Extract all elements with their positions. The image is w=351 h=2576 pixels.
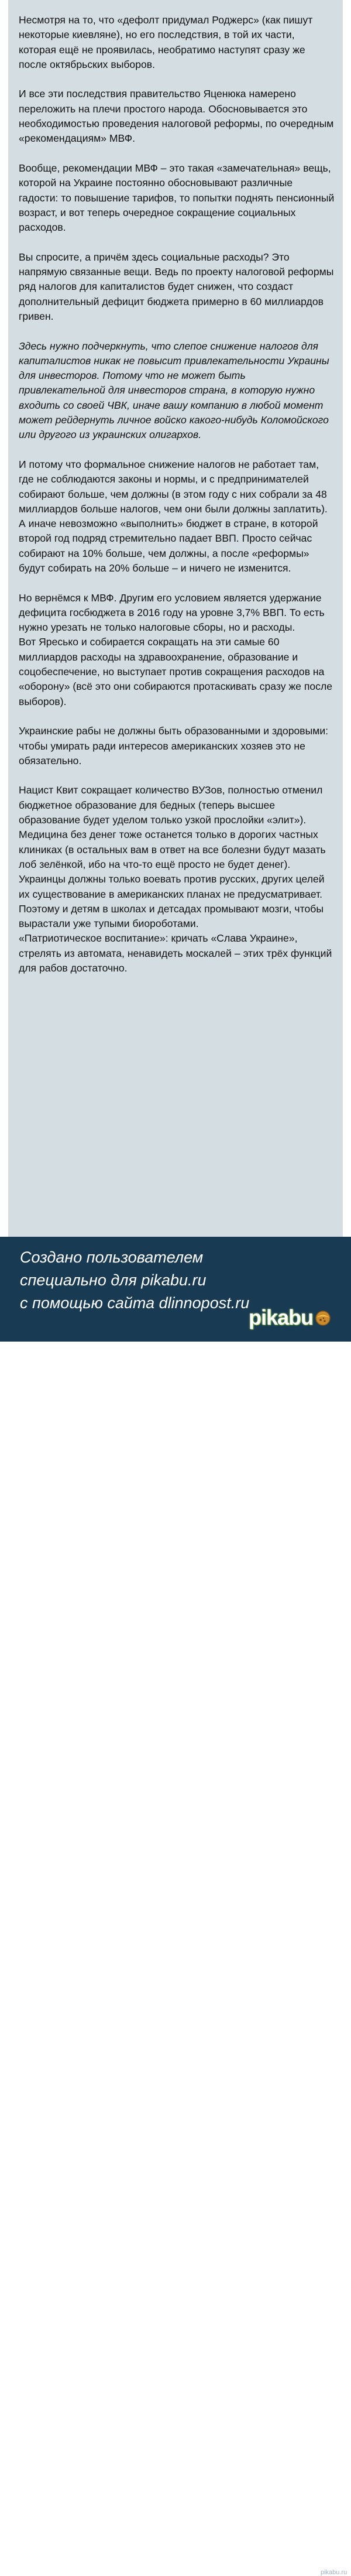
pikabu-logo-text: pikabu [249,1305,314,1329]
paragraph-5: Здесь нужно подчеркнуть, что слепое снижение налогов для капиталистов никак не повысит привлекательности Украины для инвесторов. Потому что не может быть привлекательной для инвесторов страна, в которую нужно входить со своей ЧВК, иначе вашу компанию в любой момент может рейдернуть личное войско какого-нибудь Коломойского или другого из украинских олигархов. [19,340,329,441]
paragraph-2: И все эти последствия правительство Яценюка намерено переложить на плечи простого народа. Обосновывается это необходимостью проведения налоговой реформы, по очередным «рекомендациям» МВФ. [19,88,334,145]
pikabu-logo[interactable] [249,1305,332,1330]
pikabu-cookie-icon [314,1309,332,1326]
article-text-block [8,0,343,1237]
paragraph-3: Вообще, рекомендации МВФ – это такая «замечательная» вещь, которой на Украине постоянно обосновывают различные гадости: то повышение тарифов, то попытки поднять пенсионный возраст, и вот теперь очередное сокращение социальных расходов. [19,162,335,234]
paragraph-7: Но вернёмся к МВФ. Другим его условием является удержание дефицита госбюджета в 2016 году на уровне 3,7% ВВП. То есть нужно урезать не только налоговые сборы, но и расходы. Вот Яресько и собирается сокращать на эти самые 60 миллиардов расходы на здравоохранение, образование и соцобеспечение, но выступает против сокращения расходов на «оборону» (всё это они собираются протаскивать сразу же после выборов). [19,591,332,707]
footer-banner [0,1237,351,2576]
paragraph-1: Несмотря на то, что «дефолт придумал Роджерс» (как пишут некоторые киевляне), но его последствия, в той их части, которая ещё не проявилась, необратимо наступят сразу же после октябрьских выборов. [19,14,313,70]
paragraph-4: Вы спросите, а причём здесь социальные расходы? Это напрямую связанные вещи. Ведь по проекту налоговой реформы ряд налогов для капиталистов будет снижен, что создаст дополнительный дефицит бюджета примерно в 60 миллиардов гривен. [19,251,334,322]
paragraph-6: И потому что формальное снижение налогов не работает там, где не соблюдаются законы и нормы, и с предпринимателей собирают больше, чем должны (в этом году с них собрали за 48 миллиардов больше налогов, чем они были должны заплатить). А иначе невозможно «выполнить» бюджет в стране, в которой второй год подряд стремительно падает ВВП. Просто сейчас собирают на 10% больше, чем должны, а после «реформы» будут собирать на 20% больше – и ничего не изменится. [19,458,328,574]
paragraph-8: Украинские рабы не должны быть образованными и здоровыми: чтобы умирать ради интересов американских хозяев это не обязательно. [19,725,329,767]
paragraph-9: Нацист Квит сокращает количество ВУЗов, полностью отменил бюджетное образование для бедных (теперь высшее образование будет уделом только узкой прослойки «элит»). Медицина без денег тоже останется только в дорогих частных клиниках (в остальных вам в ответ на все болезни будут мазать лоб зелёнкой, ибо на что-то ещё просто не будет денег). Украинцы должны только воевать против русских, других целей их существование в американских планах не предусматривает. Поэтому и детям в школах и детсадах промывают мозги, чтобы вырастали уже тупыми биороботами. «Патриотическое воспитание»: кричать «Слава Украине», стрелять из автомата, ненавидеть москалей – этих трёх функций для рабов достаточно. [19,784,332,974]
footer-credit-text: Создано пользователем специально для pikabu.ru с помощью сайта dlinnopost.ru [20,1248,250,1312]
watermark: pikabu.ru [321,2569,347,2576]
